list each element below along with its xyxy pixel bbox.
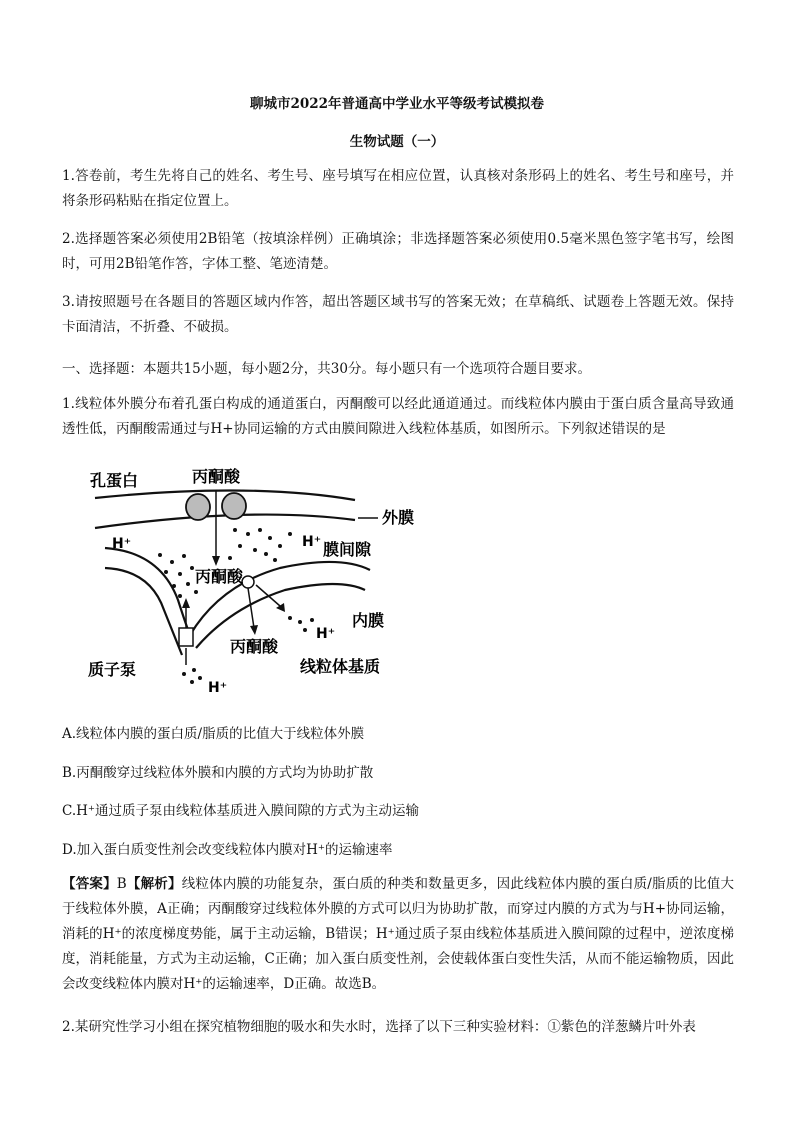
instruction-2: 2.选择题答案必须使用2B铅笔（按填涂样例）正确填涂；非选择题答案必须使用0.5毫米黑色签字笔书写，绘图时，可用2B铅笔作答，字体工整、笔迹清楚。 [62, 231, 734, 272]
instruction-1: 1.答卷前，考生先将自己的姓名、考生号、座号填写在相应位置，认真核对条形码上的姓名、考生号和座号，并将条形码粘贴在指定位置上。 [62, 168, 734, 209]
analysis-label: 【解析】 [126, 876, 182, 892]
label-h-plus-right: H⁺ [302, 534, 322, 550]
label-h-plus-bottom: H⁺ [208, 680, 228, 696]
label-proton-pump: 质子泵 [88, 660, 137, 679]
label-matrix: 线粒体基质 [300, 657, 381, 676]
answer-value: B [116, 876, 127, 892]
label-h-plus-matrix: H⁺ [316, 626, 336, 642]
label-pyruvate-bottom: 丙酮酸 [230, 637, 279, 656]
option-a: A.线粒体内膜的蛋白质/脂质的比值大于线粒体外膜 [62, 726, 365, 742]
label-pyruvate-mid: 丙酮酸 [195, 567, 244, 586]
label-inner-membrane: 内膜 [352, 611, 385, 630]
analysis-text: 线粒体内膜的功能复杂，蛋白质的种类和数量更多，因此线粒体内膜的蛋白质/脂质的比值大于线粒体外膜，A正确；丙酮酸穿过线粒体外膜的方式可以归为协助扩散，而穿过内膜的方式为与H+协同运输，消耗的H⁺的浓度梯度势能，属于主动运输，B错误；H⁺通过质子泵由线粒体基质进入膜间隙的过程中，逆浓度梯度，消耗能量，方式为主动运输，C正确；加入蛋白质变性剂，会使载体蛋白变性失活，从而不能运输物质，因此会改变线粒体内膜对H⁺的运输速率，D正确。故选B。 [62, 876, 735, 992]
answer-analysis [62, 872, 734, 997]
question-2-stem: 2.某研究性学习小组在探究植物细胞的吸水和失水时，选择了以下三种实验材料：①紫色的洋葱鳞片叶外表 [62, 1019, 696, 1035]
question-1-stem: 1.线粒体外膜分布着孔蛋白构成的通道蛋白，丙酮酸可以经此通道通过。而线粒体内膜由于蛋白质含量高导致通透性低，丙酮酸需通过与H+协同运输的方式由膜间隙进入线粒体基质，如图所示。下列叙述错误的是 [62, 396, 734, 437]
section-heading: 一、选择题：本题共15小题，每小题2分，共30分。每小题只有一个选项符合题目要求。 [62, 361, 591, 377]
mitochondria-membrane-figure [88, 460, 430, 700]
exam-subtitle: 生物试题（一） [349, 134, 445, 150]
option-d: D.加入蛋白质变性剂会改变线粒体内膜对H⁺的运输速率 [62, 842, 393, 858]
label-intermembrane-space: 膜间隙 [323, 540, 372, 559]
label-h-plus-left: H⁺ [112, 536, 132, 552]
label-pyruvate-top: 丙酮酸 [192, 467, 241, 486]
option-c: C.H⁺通过质子泵由线粒体基质进入膜间隙的方式为主动运输 [62, 803, 420, 819]
label-porin: 孔蛋白 [90, 471, 139, 490]
option-b: B.丙酮酸穿过线粒体外膜和内膜的方式均为协助扩散 [62, 765, 374, 781]
instruction-3: 3.请按照题号在各题目的答题区域内作答，超出答题区域书写的答案无效；在草稿纸、试题卷上答题无效。保持卡面清洁，不折叠、不破损。 [62, 294, 734, 335]
answer-label: 【答案】 [62, 876, 117, 892]
exam-title: 聊城市2022年普通高中学业水平等级考试模拟卷 [249, 96, 545, 112]
label-outer-membrane: 外膜 [382, 508, 415, 527]
